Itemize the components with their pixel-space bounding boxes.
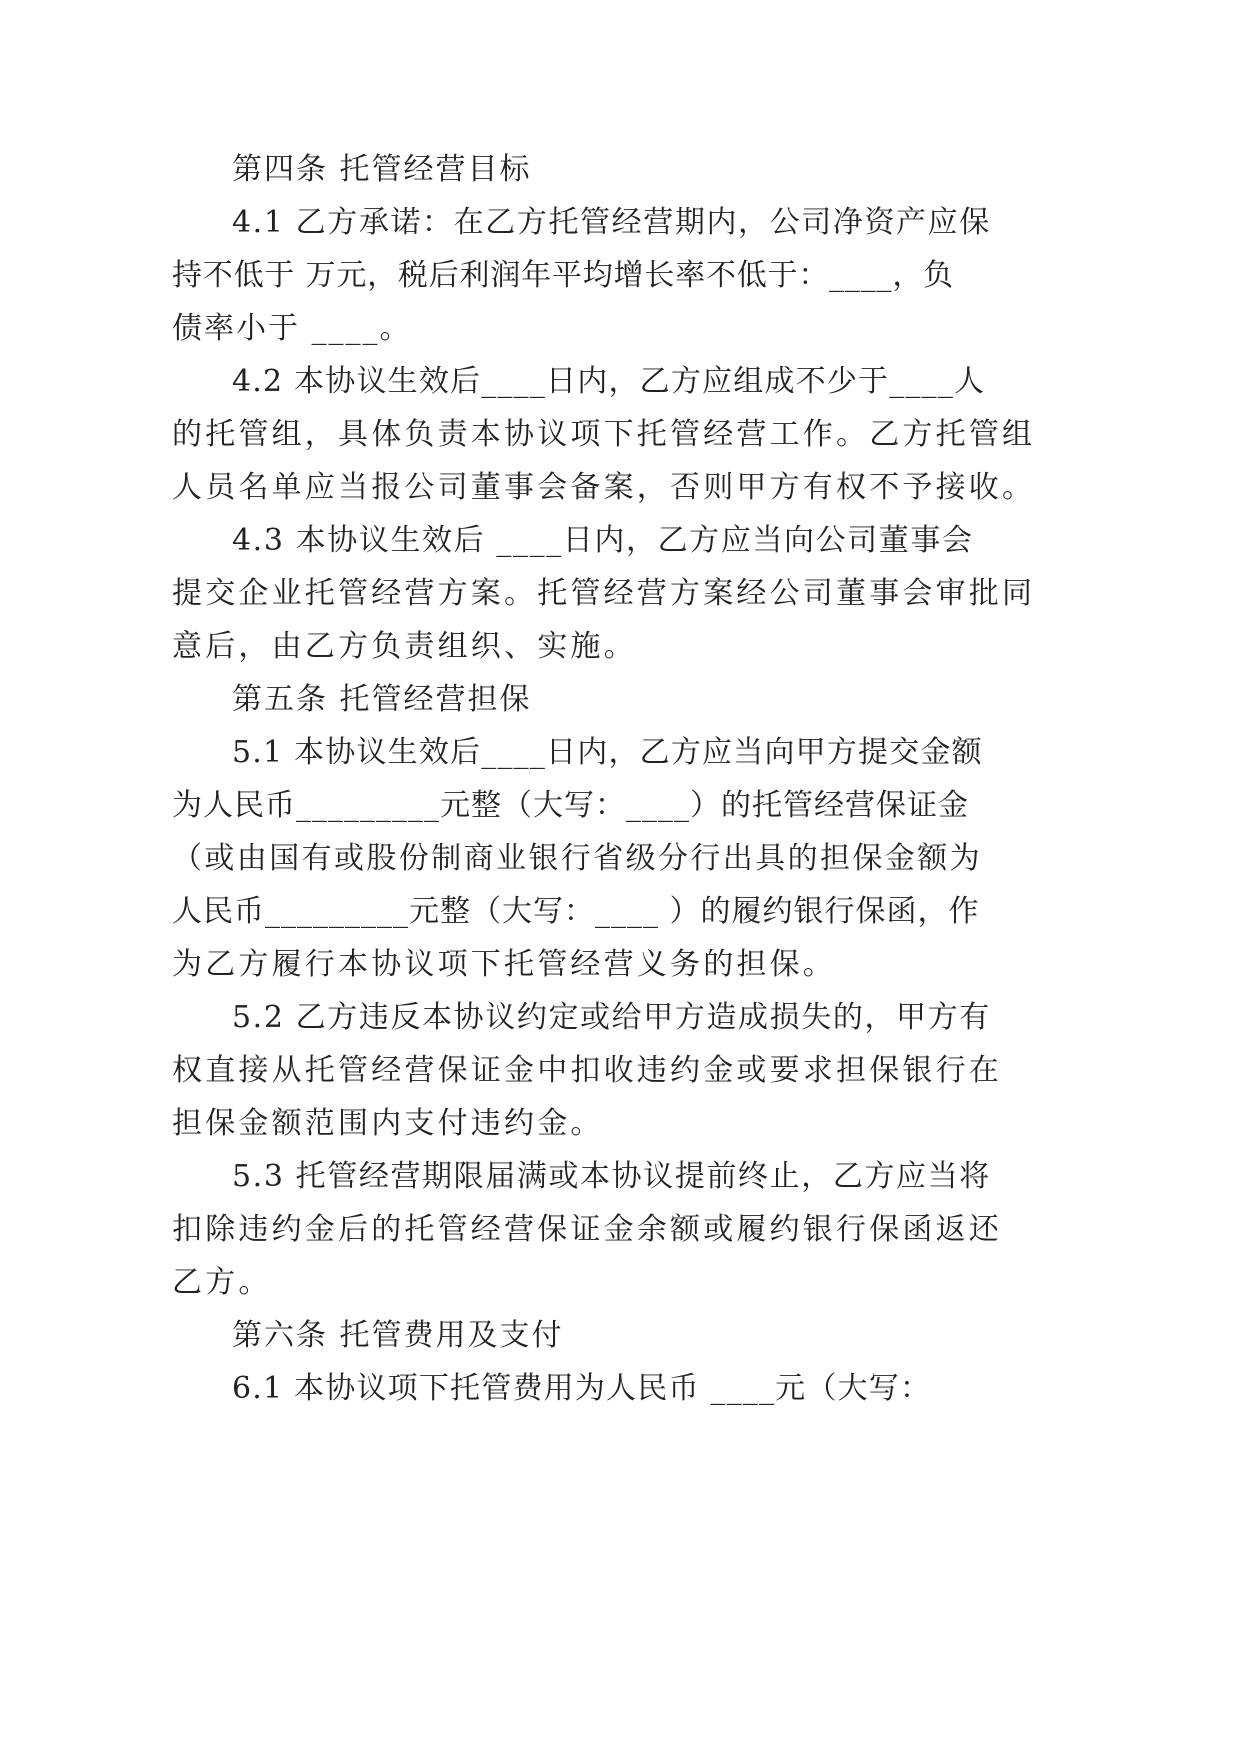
clause-5-3-line-3: 乙方。 — [172, 1265, 272, 1300]
article-5-heading: 第五条 托管经营担保 — [232, 682, 532, 717]
clause-5-3-line-1: 5.3 托管经营期限届满或本协议提前终止，乙方应当将 — [232, 1159, 991, 1194]
article-6-heading: 第六条 托管费用及支付 — [232, 1318, 564, 1353]
clause-5-1-line-4: 人民币_________元整（大写：____ ）的履约银行保函，作 — [172, 894, 980, 929]
clause-5-1-line-3: （或由国有或股份制商业银行省级分行出具的担保金额为 — [172, 841, 982, 876]
clause-5-2-line-2: 权直接从托管经营保证金中扣收违约金或要求担保银行在 — [172, 1053, 1002, 1088]
clause-5-1-line-2: 为人民币_________元整（大写：____）的托管经营保证金 — [172, 788, 969, 823]
clause-5-2-line-1: 5.2 乙方违反本协议约定或给甲方造成损失的，甲方有 — [232, 1000, 991, 1035]
clause-4-3-line-2: 提交企业托管经营方案。托管经营方案经公司董事会审批同 — [172, 576, 1036, 611]
clause-4-1-line-1: 4.1 乙方承诺：在乙方托管经营期内，公司净资产应保 — [232, 205, 991, 240]
clause-4-2-line-1: 4.2 本协议生效后____日内，乙方应组成不少于____人 — [232, 364, 986, 399]
clause-5-2-line-3: 担保金额范围内支付违约金。 — [172, 1106, 604, 1141]
clause-4-1-line-3: 债率小于 ____。 — [172, 311, 412, 346]
clause-4-3-line-3: 意后，由乙方负责组织、实施。 — [172, 629, 637, 664]
clause-4-3-line-1: 4.3 本协议生效后 ____日内，乙方应当向公司董事会 — [232, 523, 974, 558]
clause-6-1-line-1: 6.1 本协议项下托管费用为人民币 ____元（大写： — [232, 1371, 932, 1406]
clause-5-3-line-2: 扣除违约金后的托管经营保证金余额或履约银行保函返还 — [172, 1212, 1002, 1247]
article-4-heading: 第四条 托管经营目标 — [232, 152, 532, 187]
clause-4-1-line-2: 持不低于 万元，税后利润年平均增长率不低于：____，负 — [172, 258, 954, 293]
clause-5-1-line-1: 5.1 本协议生效后____日内，乙方应当向甲方提交金额 — [232, 735, 983, 770]
clause-5-1-line-5: 为乙方履行本协议项下托管经营义务的担保。 — [172, 947, 836, 982]
clause-4-2-line-2: 的托管组，具体负责本协议项下托管经营工作。乙方托管组 — [172, 417, 1036, 452]
clause-4-2-line-3: 人员名单应当报公司董事会备案，否则甲方有权不予接收。 — [172, 470, 1036, 505]
